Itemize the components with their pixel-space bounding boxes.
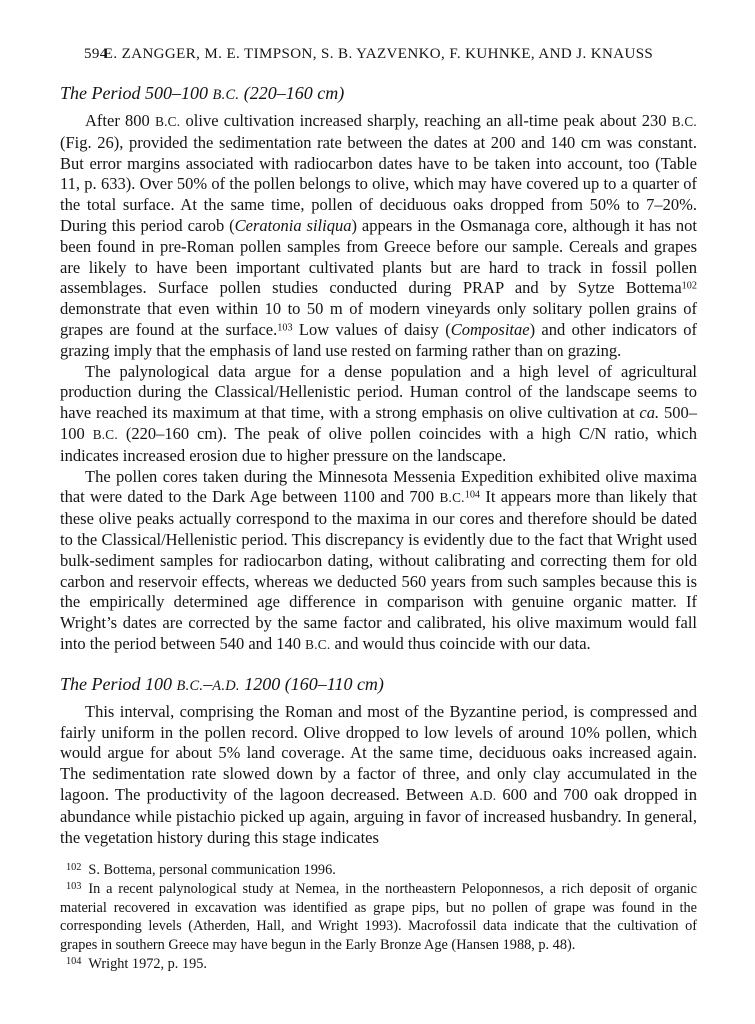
text-run: 500–100 <box>60 403 697 443</box>
text-run: 1200 (160–110 cm) <box>239 673 384 694</box>
footnote-102 <box>60 861 697 880</box>
text-run: Ceratonia siliqua <box>234 215 352 235</box>
text-run: The Period 500–100 <box>60 83 213 103</box>
running-title: E. ZANGGER, M. E. TIMPSON, S. B. YAZVENKO, F. KUHNKE, AND J. KNAUSS <box>103 46 654 62</box>
text-run: B.C. <box>305 636 331 652</box>
text-run: In a recent palynological study at Nemea, in the northeastern Peloponnesos, a rich deposit of organic material recovered in excavation was identified as grape pips, but no pollen of grape was found in the corresponding levels (Atherden, Hall, and Wright 1993). Macrofossil data indicate that the cultivation of grapes in southern Greece may have begun in the Early Bronze Age (Hansen 1988, p. 48). <box>60 881 697 954</box>
footnote-text-102 <box>88 862 335 878</box>
text-run: The palynological data argue for a dense population and a high level of agricultural production during the Classical/Hellenistic period. Human control of the landscape seems to have reached its maximum at that time, with a strong emphasis on olive cultivation at <box>60 361 697 423</box>
text-run: A.D. <box>212 677 240 694</box>
footnote-reference: 102 <box>681 280 697 292</box>
footnote-104 <box>60 955 697 974</box>
paragraph-2 <box>60 362 697 467</box>
footnote-marker-103: 103 <box>66 880 82 892</box>
text-run: S. Bottema, personal communication 1996. <box>88 862 336 879</box>
text-run: It appears more than likely that these olive peaks actually correspond to the maxima in our cores and therefore should be dated to the Classical/Hellenistic period. This discrepancy is evidently due to the fact that Wright used bulk-sediment samples for radiocarbon dating, without calibrating and correcting them for old carbon and reservoir effects, whereas we deducted 560 years from such samples because this is the empirically determined age difference in comparison with genuine organic matter. If Wright’s dates are corrected by the same factor and calibrated, his olive maximum would fall into the period between 540 and 140 <box>60 487 697 653</box>
footnotes <box>60 861 697 973</box>
footnote-text-104 <box>88 956 207 972</box>
footnote-103 <box>60 880 697 955</box>
text-run: The pollen cores taken during the Minnesota Messenia Expedition exhibited olive maxima that were dated to the Dark Age between 1100 and 700 <box>60 466 697 507</box>
text-run: Low values of daisy ( <box>292 319 451 339</box>
text-run: demonstrate that even within 10 to 50 m of modern vineyards only solitary pollen grains of grapes are found at the surface. <box>60 299 697 339</box>
section-heading-2 <box>60 673 697 697</box>
text-run: olive cultivation increased sharply, reaching an all-time peak about 230 <box>180 111 672 130</box>
text-run: B.C. <box>671 114 697 129</box>
text-run: – <box>203 673 213 694</box>
paragraph-3 <box>60 467 697 656</box>
text-run: Wright 1972, p. 195. <box>88 955 207 972</box>
text-run: This interval, comprising the Roman and most of the Byzantine period, is compressed and fairly uniform in the pollen record. Olive dropped to low levels of around 10% pollen, which would argue for about 5% land coverage. At the same time, deciduous oaks increased again. The sedimentation rate slowed down by a factor of three, and only clay accumulated in the lagoon. The productivity of the lagoon decreased. Between <box>60 701 697 804</box>
text-run: ca. <box>639 403 660 423</box>
text-run: B.C. <box>155 114 181 129</box>
text-run: After 800 <box>85 111 156 130</box>
footnote-marker-102: 102 <box>66 862 82 874</box>
text-run: 600 and 700 oak dropped in abundance while pistachio picked up again, arguing in favor of increased husbandry. In general, the vegetation history during this stage indicates <box>60 784 697 847</box>
text-run: (220–160 cm). The peak of olive pollen coincides with a high C/N ratio, which indicates increased erosion due to higher pressure on the landscape. <box>60 423 697 465</box>
text-run: (Fig. 26), provided the sedimentation rate between the dates at 200 and 140 cm was constant. But error margins associated with radiocarbon dates have to be taken into account, too (Table 11, p. 633). Over 50% of the pollen belongs to olive, which may have covered up to a quarter of the total surface. At the same time, pollen of deciduous oaks dropped from 50% to 7–20%. During this period carob ( <box>60 132 697 235</box>
footnote-text-103 <box>60 881 697 953</box>
text-run: and would thus coincide with our data. <box>330 633 591 653</box>
footnote-reference: 103 <box>277 322 293 334</box>
text-run: B.C. <box>212 87 240 103</box>
paragraph-1 <box>60 111 697 362</box>
text-run: B.C. <box>439 490 465 506</box>
text-run: Compositae <box>450 319 530 339</box>
page-number: 594 <box>84 46 108 62</box>
paragraph-4 <box>60 702 697 849</box>
page-body <box>60 82 697 848</box>
text-run: ) and other indicators of grazing imply that the emphasis of land use rested on farming rather than on grazing. <box>60 319 697 360</box>
section-heading-1 <box>60 82 697 106</box>
text-run: A.D. <box>469 787 497 803</box>
footnote-marker-104: 104 <box>66 955 82 967</box>
footnote-reference: 104 <box>464 489 481 501</box>
text-run: ) appears in the Osmanaga core, although it has not been found in pre-Roman pollen samples from Greece before our sample. Cereals and grapes are likely to have been important cultivated plants but are hard to track in fossil pollen assemblages. Surface pollen studies conducted during PRAP and by Sytze Bottema <box>60 215 698 298</box>
text-run: B.C. <box>176 677 204 694</box>
text-run: (220–160 cm) <box>239 83 345 103</box>
text-run: B.C. <box>92 426 118 442</box>
text-run: The Period 100 <box>60 673 177 694</box>
running-header <box>60 44 697 64</box>
